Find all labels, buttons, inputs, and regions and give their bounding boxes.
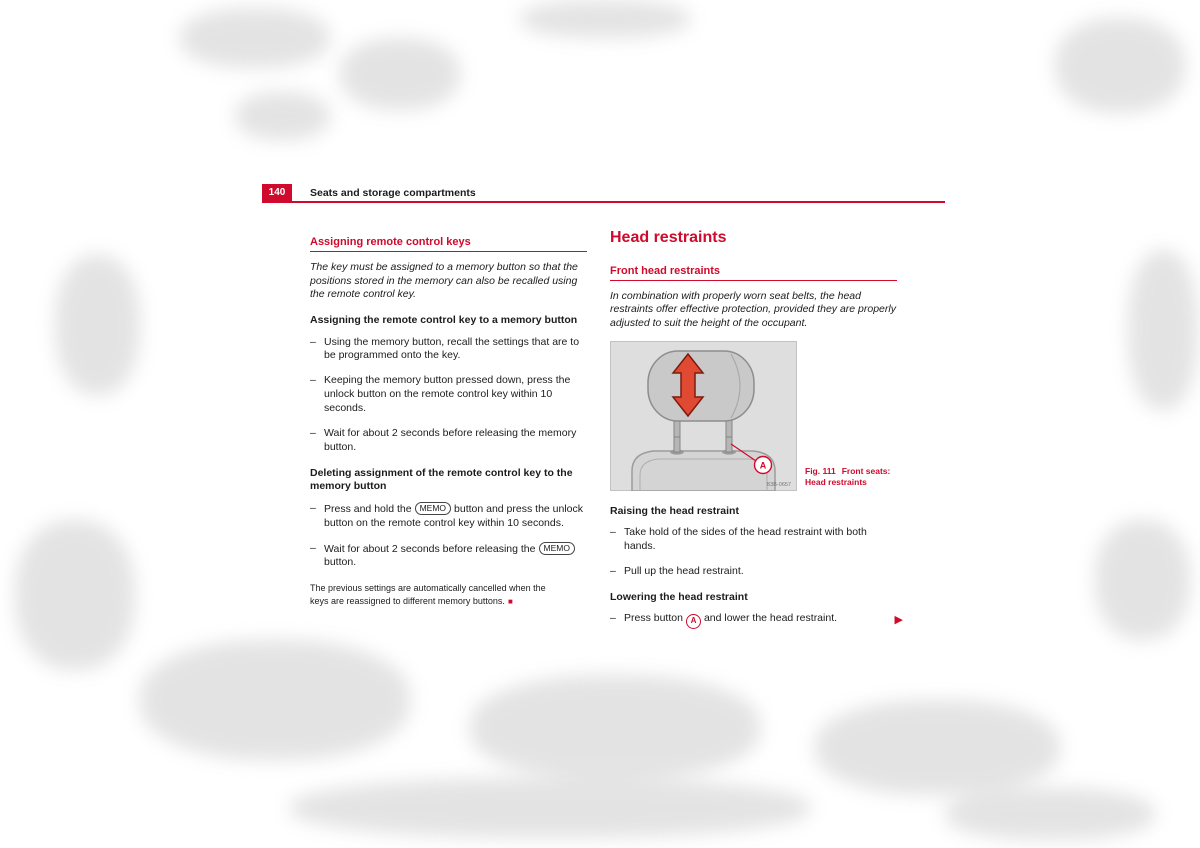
scan-noise-blotch (945, 788, 1155, 840)
bullet-text-pre: Wait for about 2 seconds before releasing the (324, 542, 536, 555)
bullet-dash: – (310, 335, 316, 348)
scan-noise-blotch (55, 255, 140, 395)
bullet-text: Pull up the head restraint. (624, 564, 744, 577)
scan-noise-blotch (1128, 250, 1198, 410)
scan-noise-blotch (1095, 520, 1190, 640)
list-item (610, 612, 903, 629)
bullet-dash: – (310, 541, 316, 554)
bullet-text: Wait for about 2 seconds before releasing the memory button. (324, 426, 577, 453)
bullet-dash: – (310, 501, 316, 514)
page-continues-icon: ▶ (894, 614, 903, 627)
section-intro: The key must be assigned to a memory button so that the positions stored in the memory can also be recalled using the remote control key. (310, 261, 578, 301)
left-column (310, 236, 587, 607)
bullet-text-pre: Press and hold the (324, 502, 412, 515)
button-a-icon: A (686, 614, 701, 629)
bullet-text: Using the memory button, recall the settings that are to be programmed onto the key. (324, 335, 580, 362)
subsection-title: Assigning the remote control key to a memory button (310, 313, 578, 326)
bullet-dash: – (610, 612, 616, 625)
list-item (310, 502, 587, 531)
chapter-title: Head restraints (610, 229, 727, 246)
bullet-dash: – (310, 374, 316, 387)
scan-noise-blotch (290, 778, 810, 838)
head-restraint-cushion (648, 351, 754, 421)
section-title: Front head restraints (610, 265, 897, 281)
scan-noise-blotch (235, 92, 330, 140)
subsection-title: Lowering the head restraint (610, 590, 748, 603)
list-item (610, 526, 897, 554)
memo-key-label: MEMO (539, 542, 575, 555)
bullet-text: Take hold of the sides of the head restraint with both hands. (624, 526, 867, 553)
scan-noise-blotch (1055, 18, 1185, 113)
bullet-text-post: button. (324, 556, 357, 569)
page-number-badge: 140 (262, 184, 292, 201)
list-item (310, 542, 587, 571)
bullet-text-post: button and press the unlock button on the remote control key within 10 seconds. (324, 502, 584, 529)
figure-head-restraints (610, 341, 891, 491)
closing-note-text: The previous settings are automatically cancelled when the keys are reassigned to different memory buttons. (310, 583, 546, 606)
bullet-text (324, 542, 587, 571)
section-end-icon: ■ (507, 596, 513, 606)
section-title: Assigning remote control keys (310, 236, 587, 252)
bullet-text-post: and lower the head restraint. (703, 612, 838, 625)
list-item (310, 374, 587, 416)
bullet-text (324, 502, 587, 531)
section-intro: In combination with properly worn seat belts, the head restraints offer effective protection, provided they are properly adjusted to suit the height of the occupant. (610, 289, 896, 329)
scan-noise-blotch (815, 700, 1060, 795)
figure-caption (805, 466, 899, 489)
bullet-text: Keeping the memory button pressed down, press the unlock button on the remote control key within 10 seconds. (324, 374, 571, 414)
bullet-dash: – (310, 426, 316, 439)
memo-key-label: MEMO (415, 502, 451, 515)
callout-a-label: A (759, 460, 767, 471)
bullet-text-pre: Press button (624, 612, 683, 625)
subsection-title: Raising the head restraint (610, 504, 739, 517)
right-column (610, 229, 903, 640)
scan-noise-blotch (140, 640, 410, 760)
scan-noise-blotch (340, 38, 460, 110)
bullet-dash: – (610, 526, 616, 539)
seat-back-shape (632, 451, 775, 491)
list-item (310, 427, 587, 455)
bullet-dash: – (610, 564, 616, 577)
closing-note (310, 582, 560, 607)
figure-caption-text: Front seats: Head restraints (805, 465, 891, 488)
list-item (310, 336, 587, 364)
list-item (610, 565, 897, 579)
bullet-text (624, 612, 837, 629)
header-rule (262, 201, 945, 203)
scan-noise-blotch (15, 520, 135, 670)
scan-noise-blotch (520, 0, 690, 38)
head-restraint-post (674, 417, 680, 452)
head-restraint-post (726, 417, 732, 452)
chapter-header-title: Seats and storage compartments (310, 187, 476, 199)
figure-code: B3B-0657 (766, 481, 791, 488)
scan-noise-blotch (470, 675, 760, 780)
figure-caption-label: Fig. 111 (805, 465, 836, 476)
subsection-title: Deleting assignment of the remote control key to the memory button (310, 466, 573, 493)
scan-noise-blotch (180, 8, 330, 68)
head-restraint-illustration (610, 341, 797, 491)
